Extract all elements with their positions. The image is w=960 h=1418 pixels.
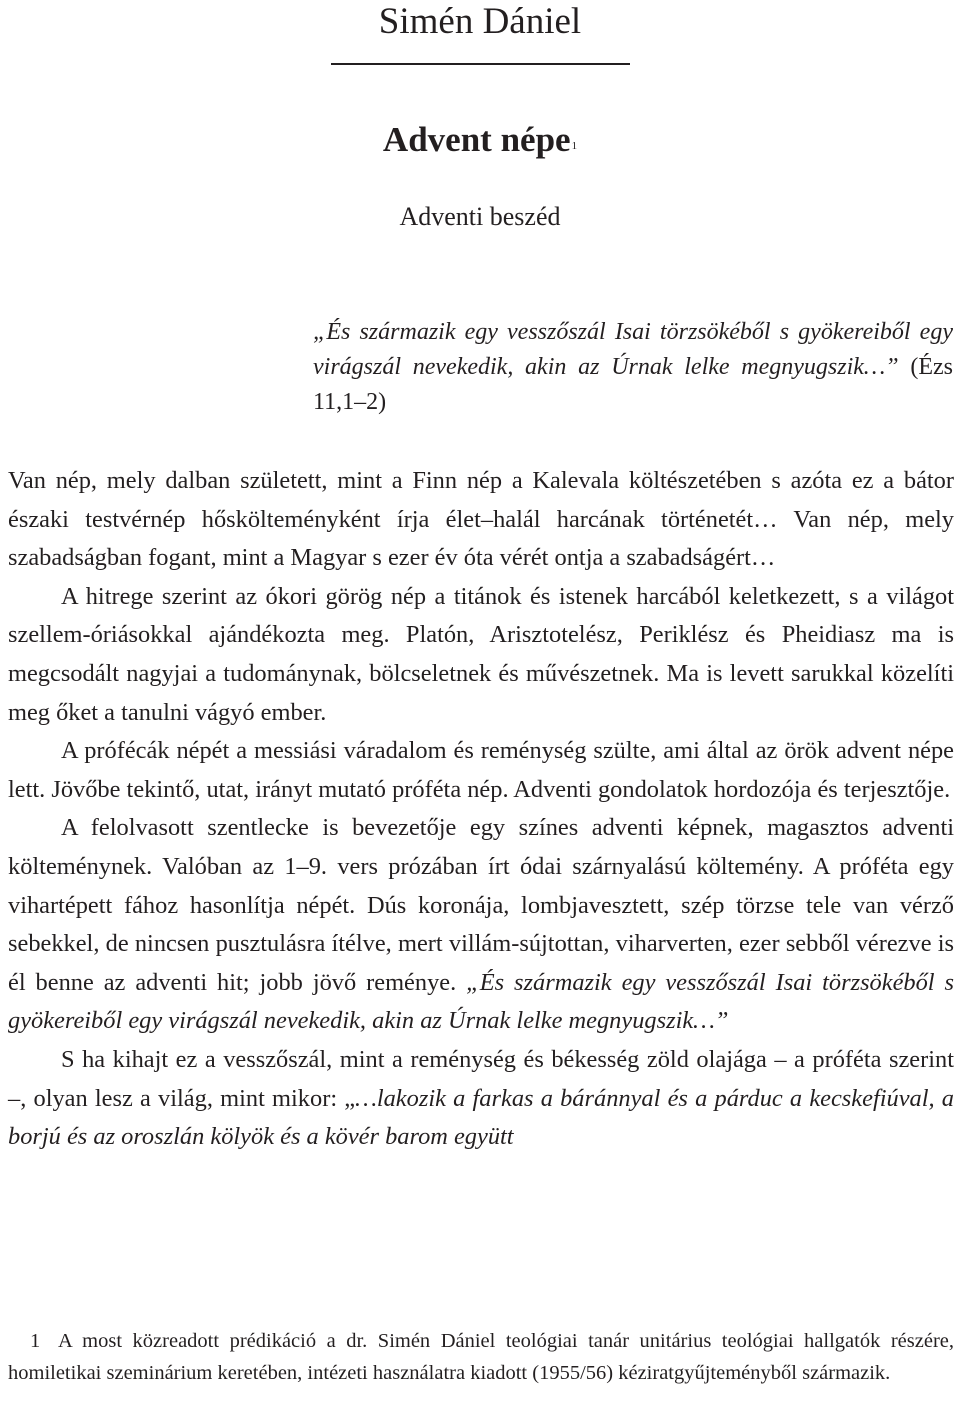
motto-quote: „És származik egy vesszőszál Isai törzsökéből s gyökereiből egy virágszál nevekedik, akin az Úrnak lelke megnyugszik…” [313,319,953,380]
paragraph-1: Van nép, mely dalban született, mint a Finn nép a Kalevala költészetében s azóta ez a bátor északi testvérnép hőskölteményként írja élet–halál harcának történetét… Van nép, mely szabadságban fogant, mint a Magyar s ezer év óta vérét ontja a szabadságért… [8,467,954,572]
paragraph-5 [8,1041,954,1157]
footnote-number: 1 [30,1330,41,1352]
paragraph-5-quote: …lakozik a farkas a báránnyal és a párduc a kecskefiúval, a borjú és az oroszlán kölyök és a kövér barom együtt [8,1084,954,1151]
footnote-text: A most közreadott prédikáció a dr. Simén Dániel teológiai tanár unitárius teológiai hallgatók részére, homiletikai szeminárium keretében, intézeti használatra kiadott (1955/56) kéziratgyűjteményből származik. [8,1330,954,1384]
subtitle: Adventi beszéd [399,202,561,231]
paragraph-2: A hitrege szerint az ókori görög nép a titánok és istenek harcából keletkezett, s a világot szellem-óriásokkal ajándékozta meg. Platón, Arisztotelész, Periklész és Pheidiasz ma is megcsodált nagyjai a tudománynak, bölcseletnek és művészetnek. Ma is levett sarukkal közelíti meg őket a tanulni vágyó ember. [8,582,954,726]
author-name: Simén Dániel [378,1,582,42]
paragraph-4 [8,809,954,1041]
title-footnote-ref: 1 [571,140,578,152]
page-title [0,118,960,162]
paragraph-4-text: A felolvasott szentlecke is bevezetője egy színes adventi képnek, magasztos adventi költeménynek. Valóban az 1–9. vers prózában írt ódai szárnyalású költemény. A próféta egy vihartépett fához hasonlítja népét. Dús koronája, lombjavesztett, szép törzse tele van vérző sebekkel, de nincsen pusztulásra ítélve, mert villám-sújtottan, viharverten, ezer sebből vérezve is él benne az adventi hit; jobb jövő reménye. [8,814,954,996]
title-text: Advent népe [382,120,571,159]
motto-reference: (Ézs 11,1–2) [313,354,953,415]
paragraph-3: A prófécák népét a messiási váradalom és reménység szülte, ami által az örök advent népe lett. Jövőbe tekintő, utat, irányt mutató prófétа nép. Adventi gondolatok hordozója és terjesztője. [8,737,954,803]
sermon-body [8,462,954,1157]
paragraph-5-text: S ha kihajt ez a vesszőszál, mint a reménység és békesség zöld olajága – a próféta szerint –, olyan lesz a világ, mint mikor: „ [8,1045,954,1112]
footnote [8,1325,954,1389]
motto [313,315,953,420]
author-rule [331,63,630,65]
paragraph-4-quote: „És származik egy vesszőszál Isai törzsökéből s gyökereiből egy virágszál nevekedik, akin az Úrnak lelke megnyugszik…” [8,968,955,1035]
